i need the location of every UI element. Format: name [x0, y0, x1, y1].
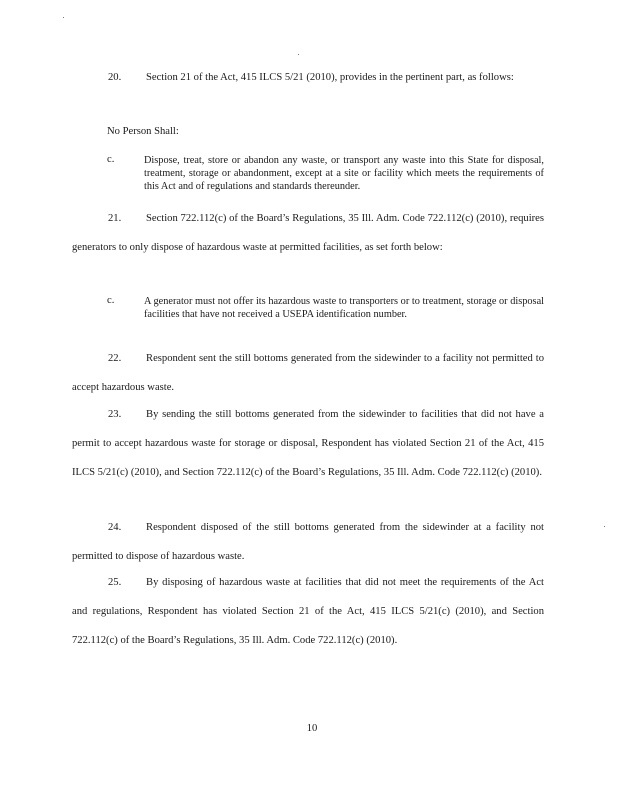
paragraph-number: 22. [108, 353, 122, 364]
paragraph-text: By sending the still bottoms generated from the sidewinder to facilities that did not have a permit to accept hazardous waste for storage or disposal, Respondent has violated Section 21 of the Act, 415 ILCS 5/21(c) (2010), and Section 722.112(c) of the Board’s Regulations, 35 Ill. Adm. Code 722.112(c) (2010). [72, 409, 544, 478]
subsection-text: A generator must not offer its hazardous waste to transporters or to treatment, storage or disposal facilities that have not received a USEPA identification number. [144, 296, 544, 320]
subsection-letter: c. [107, 154, 115, 165]
paragraph-text: Respondent sent the still bottoms generated from the sidewinder to a facility not permitted to accept hazardous waste. [72, 353, 544, 393]
subsection-letter: c. [107, 295, 115, 306]
quoted-subsection-c-regulation [107, 295, 544, 331]
paragraph-number: 23. [108, 409, 122, 420]
scan-speck [604, 526, 605, 527]
quoted-subsection-c-act [107, 154, 544, 203]
paragraph-24 [72, 513, 544, 571]
no-person-shall-heading: No Person Shall: [107, 126, 179, 137]
paragraph-text: Section 21 of the Act, 415 ILCS 5/21 (2010), provides in the pertinent part, as follows: [146, 72, 514, 83]
paragraph-25 [72, 568, 544, 655]
subsection-text: Dispose, treat, store or abandon any waste, or transport any waste into this State for disposal, treatment, storage or abandonment, except at a site or facility which meets the requirements of this Act and of regulations and standards thereunder. [144, 155, 544, 192]
page-number: 10 [306, 723, 318, 734]
paragraph-number: 20. [108, 72, 122, 83]
paragraph-text: Section 722.112(c) of the Board’s Regulations, 35 Ill. Adm. Code 722.112(c) (2010), requires generators to only dispose of hazardous waste at permitted facilities, as set forth below: [72, 213, 544, 253]
paragraph-22 [72, 344, 544, 402]
paragraph-number: 21. [108, 213, 122, 224]
paragraph-text: By disposing of hazardous waste at facilities that did not meet the requirements of the Act and regulations, Respondent has violated Section 21 of the Act, 415 ILCS 5/21(c) (2010), and Section 722.112(c) of the Board’s Regulations, 35 Ill. Adm. Code 722.112(c) (2010). [72, 577, 544, 646]
scan-speck [63, 17, 64, 18]
paragraph-20 [72, 63, 544, 92]
paragraph-number: 25. [108, 577, 122, 588]
paragraph-21 [72, 204, 544, 262]
paragraph-number: 24. [108, 522, 122, 533]
paragraph-23 [72, 400, 544, 487]
paragraph-text: Respondent disposed of the still bottoms generated from the sidewinder at a facility not permitted to dispose of hazardous waste. [72, 522, 544, 562]
scan-speck [298, 54, 299, 55]
